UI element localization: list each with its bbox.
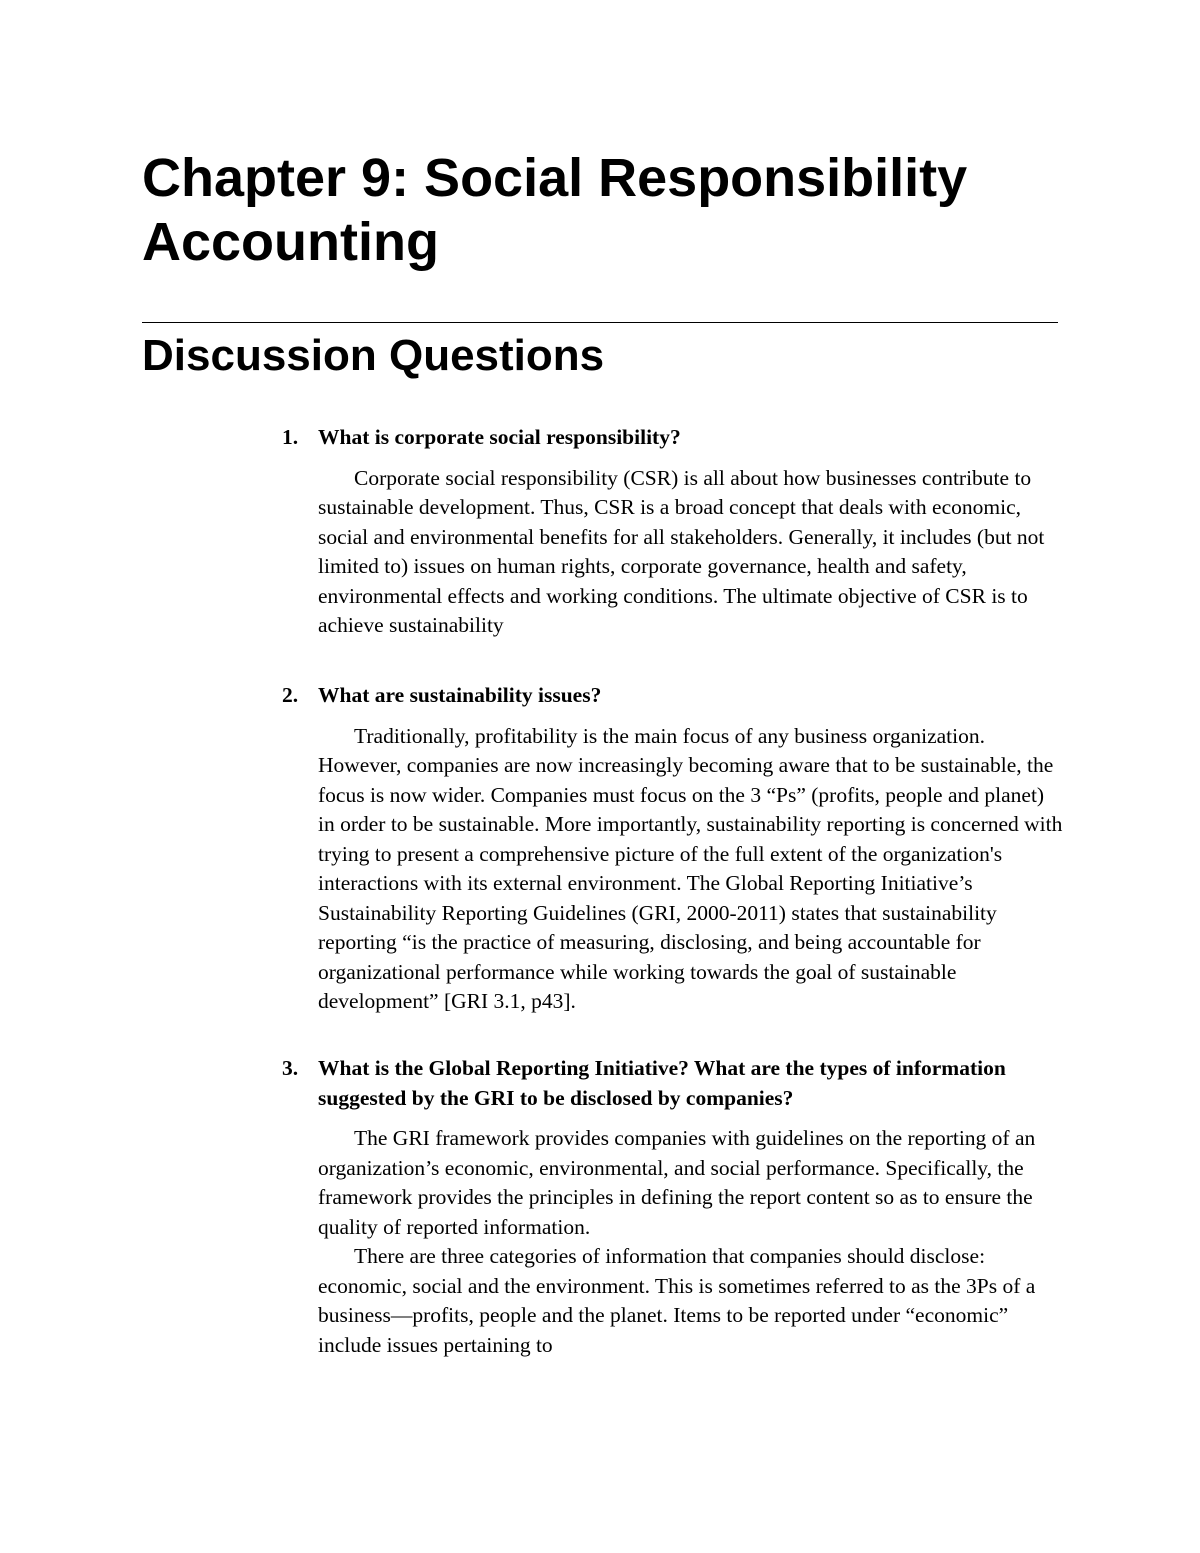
- chapter-title: Chapter 9: Social Responsibility Accounting: [142, 148, 968, 272]
- question-number: 3.: [282, 1056, 299, 1080]
- question-number: 2.: [282, 683, 299, 707]
- question-number: 1.: [282, 425, 299, 449]
- answer-paragraph: Corporate social responsibility (CSR) is all about how businesses contribute to sustainable development. Thus, CSR is a broad concept that deals with economic, social and environmental benefits for all stakeholders. Generally, it includes (but not limited to) issues on human rights, corporate governance, health and safety, environmental effects and working conditions. The ultimate objective of CSR is to achieve sustainability: [318, 465, 1045, 637]
- question-item: [282, 1054, 1063, 1360]
- section-divider: [142, 322, 1058, 323]
- answer-paragraph: The GRI framework provides companies with guidelines on the reporting of an organization’s economic, environmental, and social performance. Specifically, the framework provides the principles in defining the report content so as to ensure the quality of reported information.: [318, 1126, 1036, 1239]
- answer-paragraph: There are three categories of information that companies should disclose: economic, social and the environment. This is sometimes referred to as the 3Ps of a business—profits, people and the planet. Items to be reported under “economic” include issues pertaining to: [318, 1244, 1036, 1357]
- question-text: What is the Global Reporting Initiative? What are the types of information suggested by the GRI to be disclosed by companies?: [318, 1056, 1006, 1110]
- section-title: Discussion Questions: [142, 331, 605, 380]
- question-text: What is corporate social responsibility?: [318, 425, 681, 449]
- answer-paragraph: Traditionally, profitability is the main focus of any business organization. However, companies are now increasingly becoming aware that to be sustainable, the focus is now wider. Companies must focus on the 3 “Ps” (profits, people and planet) in order to be sustainable. More importantly, sustainability reporting is concerned with trying to present a comprehensive picture of the full extent of the organization's interactions with its external environment. The Global Reporting Initiative’s Sustainability Reporting Guidelines (GRI, 2000-2011) states that sustainability reporting “is the practice of measuring, disclosing, and being accountable for organizational performance while working towards the goal of sustainable development” [GRI 3.1, p43].: [318, 723, 1063, 1013]
- question-item: [282, 423, 1063, 641]
- question-item: [282, 681, 1063, 1017]
- question-text: What are sustainability issues?: [318, 683, 602, 707]
